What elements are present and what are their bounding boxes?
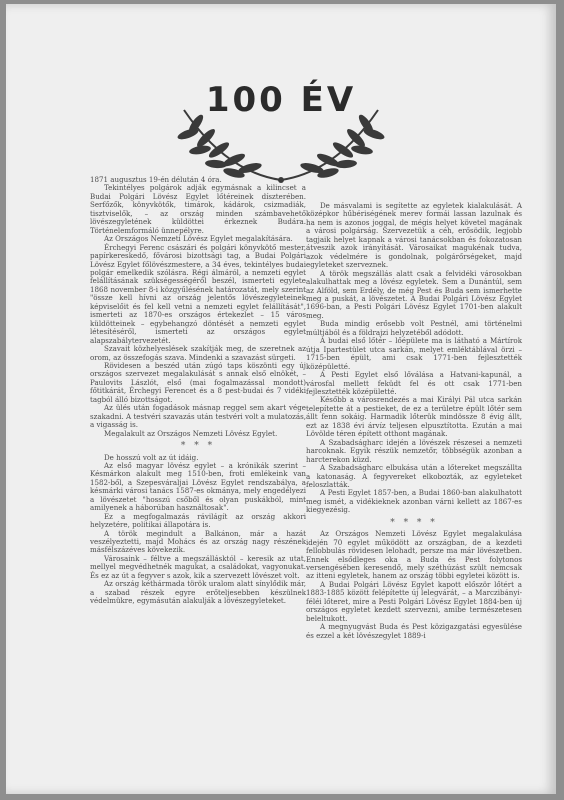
paragraph: A Pesti Egylet 1857-ben, a Budai 1860-ban alakulhatott meg ismét, a vidékieknek azonban várni kellett az 1867-es kiegyezésig.	[306, 488, 522, 515]
document-page	[6, 4, 556, 794]
paragraph: A megnyugvást Buda és Pest közigazgatási egyesülése és ezzel a két lövészegylet 1889-i	[306, 622, 522, 640]
paragraph: De hosszú volt az út idáig.	[104, 452, 199, 462]
paragraph: De másvalami is segítette az egyletek kialakulását. A középkor hűbériségének merev formái lassan lazulnak és ha nem is azonos joggal, de mégis helyet követel magának a városi polgárság. Szervezetük a céh, erősödik, legjobb tagjaik helyet kapnak a városi tanácsokban és fokozatosan átveszik azok irányítását. Városaikat magukénak tudva, azok védelmére is gondolnak, polgárőrségeket, majd egyleteket szerveznek.	[306, 201, 522, 270]
paragraph: A Szabadságharc elbukása után a lőtereket megszállta a katonaság. A fegyvereket elkobozták, az egyleteket feloszlatták.	[306, 463, 522, 489]
paragraph: Az Országos Nemzeti Lövész Egylet megalakulása idején 70 egylet működött az országban, de a kezdeti fellobbulás rövidesen lelohadt, persze ma már lövészetben. Ennek elsődleges oka a Buda és Pest folytonos versengésében keresendő, mely széthúzást szült nemcsak az itteni egyletek, hanem az ország többi egyletei között is.	[306, 529, 522, 581]
paragraph: Az ülés után fogadások másnap reggel sem akart vége szakadni. A testvéri szavazás után testvéri volt a mulatozás, a vigasság is.	[90, 403, 306, 430]
paragraph: A török megindult a Balkánon, már a hazát veszélyeztetti, majd Mohács és az ország nagy részének másfélszázéves kövekezik.	[90, 528, 306, 555]
right-column	[306, 202, 522, 640]
section-separator: * * *	[180, 441, 216, 452]
page-title: 100 ÉV	[205, 80, 357, 120]
paragraph: Rövidesen a beszéd után zúgó taps köszönti egy új országos szervezet megalakulását s annak első elnökét, – Paulovits Lászlót, első (mai fogalmazással mondott) főtitkárát, Érchegyi Ferencet és a 8 pest-budai és 7 vidéki tagból álló bizottságot.	[90, 360, 306, 404]
section-separator: * * * *	[390, 517, 438, 528]
paragraph: A Pesti Egylet első lőválása a Hatvani-kapunál, a városfal mellett feküdt fel és ott csak 1771-ben fejlesztették középületté.	[306, 370, 522, 396]
header	[6, 4, 556, 184]
paragraph: A török megszállás alatt csak a felvidéki városokban alakulhattak meg a lövész egyletek. Sem a Dunántúl, sem az Alföld, sem Erdély, de még Pest és Buda sem ismerhette meg a puskát, a lövészetet. A Budai Polgári Lövész Egylet 1696-ban, a Pesti Polgári Lövész Egylet 1701-ben alakult meg.	[306, 268, 522, 320]
paragraph: Ez a megfogalmazás rávilágít az ország akkori helyzetére, politikai állapotára is.	[90, 511, 306, 530]
paragraph: Szavait közhelyeslések szakítják meg, de szeretnek az orom, az összefogás szava. Mindenki a szavazást sürgeti.	[90, 344, 306, 362]
paragraph: A Budai Polgári Lövész Egylet kapott először lőtért a 1883-1885 között felépítette új lelegvárát, – a Marczibányi-féléi lőteret, mire a Pesti Polgári Lövész Egylet 1884-ben új országos egyletet kezdett szervezni, amibe természetesen beleltukott.	[306, 579, 522, 623]
left-column	[90, 176, 306, 606]
paragraph: Megalakult az Országos Nemzeti Lövész Egylet.	[104, 428, 278, 438]
paragraph: 1871 augusztus 19-én délután 4 óra.	[90, 175, 222, 184]
paragraph: Az Országos Nemzeti Lövész Egylet megalakítására.	[104, 234, 293, 244]
paragraph: Tekintélyes polgárok adják egymásnak a kilincset a Budai Polgári Lövész Egylet lőtéreinek díszterében. Serfőzők, könyvkötők, timárok, kádárok, csizmadiák, tisztviselők, – az ország minden számbavehető lövészegyletének küldöttei érkeznek Budára. Történelemformáló ünnepélyre.	[90, 183, 306, 235]
paragraph: A Szabadságharc idején a lövészek részesei a nemzeti harcoknak. Egyik részük nemzetőr, többségük azonban a harcterekon küzd.	[306, 437, 522, 464]
paragraph: Buda mindig erősebb volt Pestnél, ami történelmi múltjából és a földrajzi helyzetéből adódott.	[306, 319, 522, 337]
paragraph: Városaink – féltve a megszállásktól – keresik az utat, mellyel megvédhetnék magukat, a családokat, vagyonukat. És ez az út a fegyver s azok, kik a szervezett lövészet volt.	[90, 553, 306, 580]
paragraph: Később a városrendezés a mai Királyi Pál utca sarkán telepítette át a pestieket, de ez a területre épült lőtér sem állt fenn sokáig. Harmadik lőterük mindössze 8 évig állt, ezt az 1838 évi árvíz teljesen elpusztította. Ezután a mai Lövölde téren épített otthont magának.	[306, 395, 522, 439]
paragraph: A budai első lőtér – lőépülete ma is látható a Mártírok útja Ipartestület utca sarkán, melyet emléktáblával örzi – 1715-ben épült, ami csak 1771-ben fejlesztették középületté.	[306, 336, 522, 371]
paragraph: Az első magyar lövész egylet – a krónikák szerint – Késmárkon alakult meg 1510-ben, froti emlékeink van 1582-ből, a Szepesváraljai Lövész Egylet rendszabálya, a késmárki városi tanács 1587-es okmánya, mely engedélyezi a lövészetet "hosszú csőből és olyan puskákból, mint amilyenek a háborúban használtosak".	[90, 460, 306, 513]
paragraph: Az ország kéthármada török uralom alatt sínylődik már, a szabad részek egyre erőteljesebben készülnek védelmükre, egymásután alakulják a lövészegyleteket.	[90, 579, 306, 606]
paragraph: Érchegyi Ferenc császári és polgári könyvkötő mester, papírkereskedő, fővárosi bizottsági tag, a Budai Polgári Lövész Egylet főlövészmestere, a 34 éves, tekintélyes budai polgár emelkedik szólásra. Régi álmáról, a nemzeti egylet felállításának szükségességéről beszél, ismerteti egylete 1868 november 8-i közgyűlésének határozatát, mely szerint "össze kell hívni az ország jelentős lövészegyleteinek képviselőit és fel kell vetni a nemzeti egylet felállítását", ismerteti az 1870-es országos értekezlet – 15 város küldötteinek – egybehangzó döntését a nemzeti egylet létesítéséről, ismerteti az országos egylet alapszabálytervezetét.	[90, 242, 306, 345]
